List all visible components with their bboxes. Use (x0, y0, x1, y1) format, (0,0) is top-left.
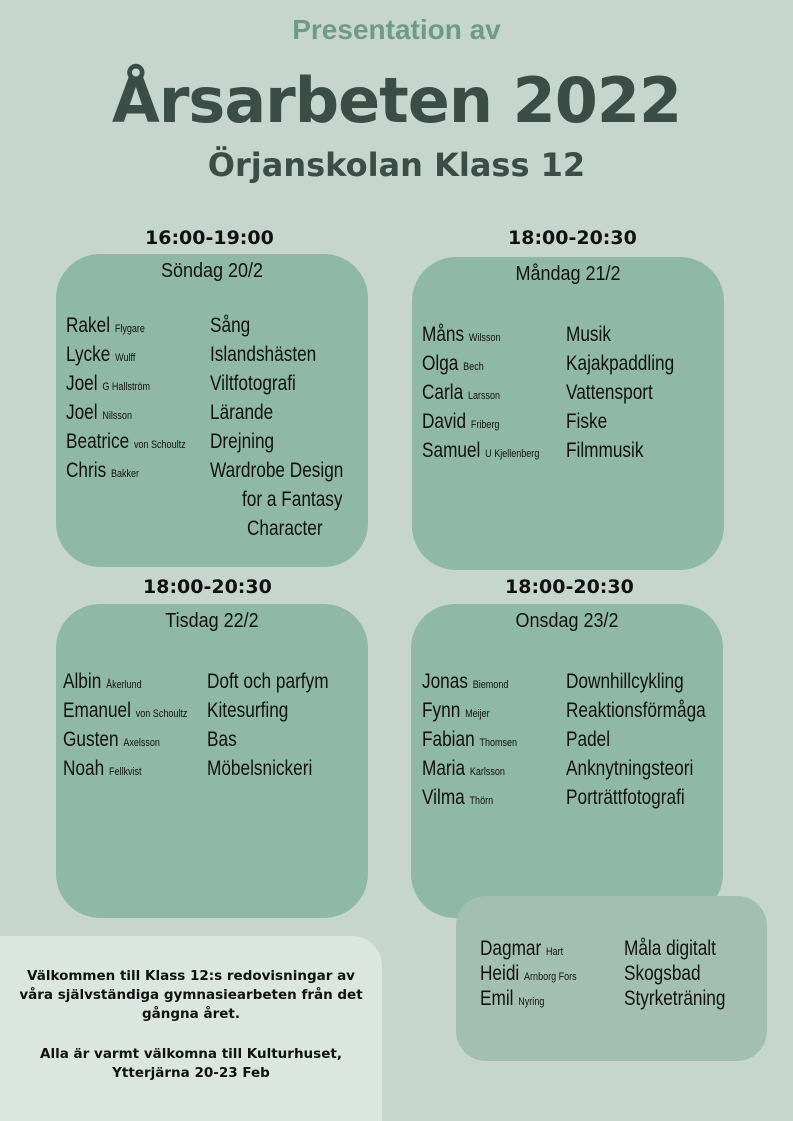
project-topic: Islandshästen (210, 343, 317, 366)
student-name: Chris Bakker (66, 459, 140, 482)
project-topic: Reaktionsförmåga (566, 699, 706, 722)
welcome-box (0, 936, 382, 1121)
list-item (412, 410, 724, 439)
student-name: Joel Nilsson (66, 401, 132, 424)
project-topic: Wardrobe Design (210, 459, 344, 482)
project-topic: Skogsbad (624, 962, 701, 985)
student-name: Jonas Biemond (422, 670, 509, 693)
list-item (411, 728, 723, 757)
project-topic: Måla digitalt (624, 937, 716, 960)
list-item (56, 401, 368, 430)
student-name: Rakel Flygare (66, 314, 145, 337)
student-name: Måns Wilsson (422, 323, 501, 346)
project-topic: Porträttfotografi (566, 786, 685, 809)
student-name: Noah Fellkvist (63, 757, 142, 780)
project-topic: Kitesurfing (207, 699, 289, 722)
session-time-monday: 18:00-20:30 (508, 227, 637, 249)
list-item (412, 352, 724, 381)
pre-title: Presentation av (292, 14, 501, 45)
page-title: Årsarbeten 2022 (111, 64, 682, 137)
project-topic: Sång (210, 314, 251, 337)
session-day: Måndag 21/2 (515, 263, 621, 285)
student-name: Fynn Meijer (422, 699, 490, 722)
session-card-sunday (56, 254, 368, 567)
list-item (412, 323, 724, 352)
list-item (411, 670, 723, 699)
student-name: Fabian Thomsen (422, 728, 518, 751)
list-item-continued (56, 517, 368, 546)
list-item (412, 381, 724, 410)
project-topic: Bas (207, 728, 237, 751)
project-topic: Lärande (210, 401, 274, 424)
extra-presentations-box (456, 896, 767, 1061)
list-item (56, 757, 368, 786)
project-topic: Filmmusik (566, 439, 644, 462)
list-item (411, 699, 723, 728)
project-topic: Padel (566, 728, 611, 751)
project-topic: Doft och parfym (207, 670, 329, 693)
project-topic: Kajakpaddling (566, 352, 675, 375)
list-item (56, 343, 368, 372)
session-time-sunday: 16:00-19:00 (145, 227, 274, 249)
student-name: Gusten Axelsson (63, 728, 160, 751)
student-name: Vilma Thörn (422, 786, 494, 809)
page-subtitle: Örjanskolan Klass 12 (207, 146, 586, 184)
list-item (411, 786, 723, 815)
student-name: Emanuel von Schoultz (63, 699, 188, 722)
list-item (412, 439, 724, 468)
list-item (411, 757, 723, 786)
project-topic: Musik (566, 323, 611, 346)
list-item-continued (56, 488, 368, 517)
project-topic: Vattensport (566, 381, 653, 404)
student-name: Maria Karlsson (422, 757, 505, 780)
session-day: Tisdag 22/2 (165, 610, 259, 632)
project-topic: Downhillcykling (566, 670, 684, 693)
list-item (456, 987, 767, 1016)
project-topic: Viltfotografi (210, 372, 296, 395)
session-card-wednesday (411, 604, 723, 918)
student-name: Heidi Arnborg Fors (480, 962, 577, 985)
project-topic: Fiske (566, 410, 608, 433)
project-topic: Möbelsnickeri (207, 757, 313, 780)
student-name: Albin Åkerlund (63, 670, 142, 693)
list-item (56, 314, 368, 343)
project-topic-line3: Character (247, 517, 323, 540)
venue-text: Alla är varmt välkomna till Kulturhuset, Ytterjärna 20-23 Feb (40, 1046, 342, 1081)
student-name: Emil Nyring (480, 987, 545, 1010)
student-name: Carla Larsson (422, 381, 501, 404)
list-item (56, 670, 368, 699)
student-name: Beatrice von Schoultz (66, 430, 186, 453)
project-topic-line2: for a Fantasy (242, 488, 343, 511)
list-item (56, 430, 368, 459)
list-item (56, 459, 368, 488)
student-name: Joel G Hallström (66, 372, 150, 395)
welcome-text: Välkommen till Klass 12:s redovisningar av våra självständiga gymnasiearbeten från det gångna året. (19, 968, 363, 1022)
student-name: Dagmar Hart (480, 937, 564, 960)
session-time-tuesday: 18:00-20:30 (143, 576, 272, 598)
list-item (56, 372, 368, 401)
session-day: Söndag 20/2 (160, 260, 264, 282)
session-day: Onsdag 23/2 (515, 610, 619, 632)
student-name: Olga Bech (422, 352, 484, 375)
student-name: Lycke Wulff (66, 343, 136, 366)
project-topic: Styrketräning (624, 987, 726, 1010)
session-card-monday (412, 257, 724, 570)
session-card-tuesday (56, 604, 368, 918)
project-topic: Drejning (210, 430, 275, 453)
session-time-wednesday: 18:00-20:30 (505, 576, 634, 598)
project-topic: Anknytningsteori (566, 757, 694, 780)
student-name: Samuel U Kjellenberg (422, 439, 540, 462)
student-name: David Friberg (422, 410, 500, 433)
list-item (56, 728, 368, 757)
list-item (56, 699, 368, 728)
